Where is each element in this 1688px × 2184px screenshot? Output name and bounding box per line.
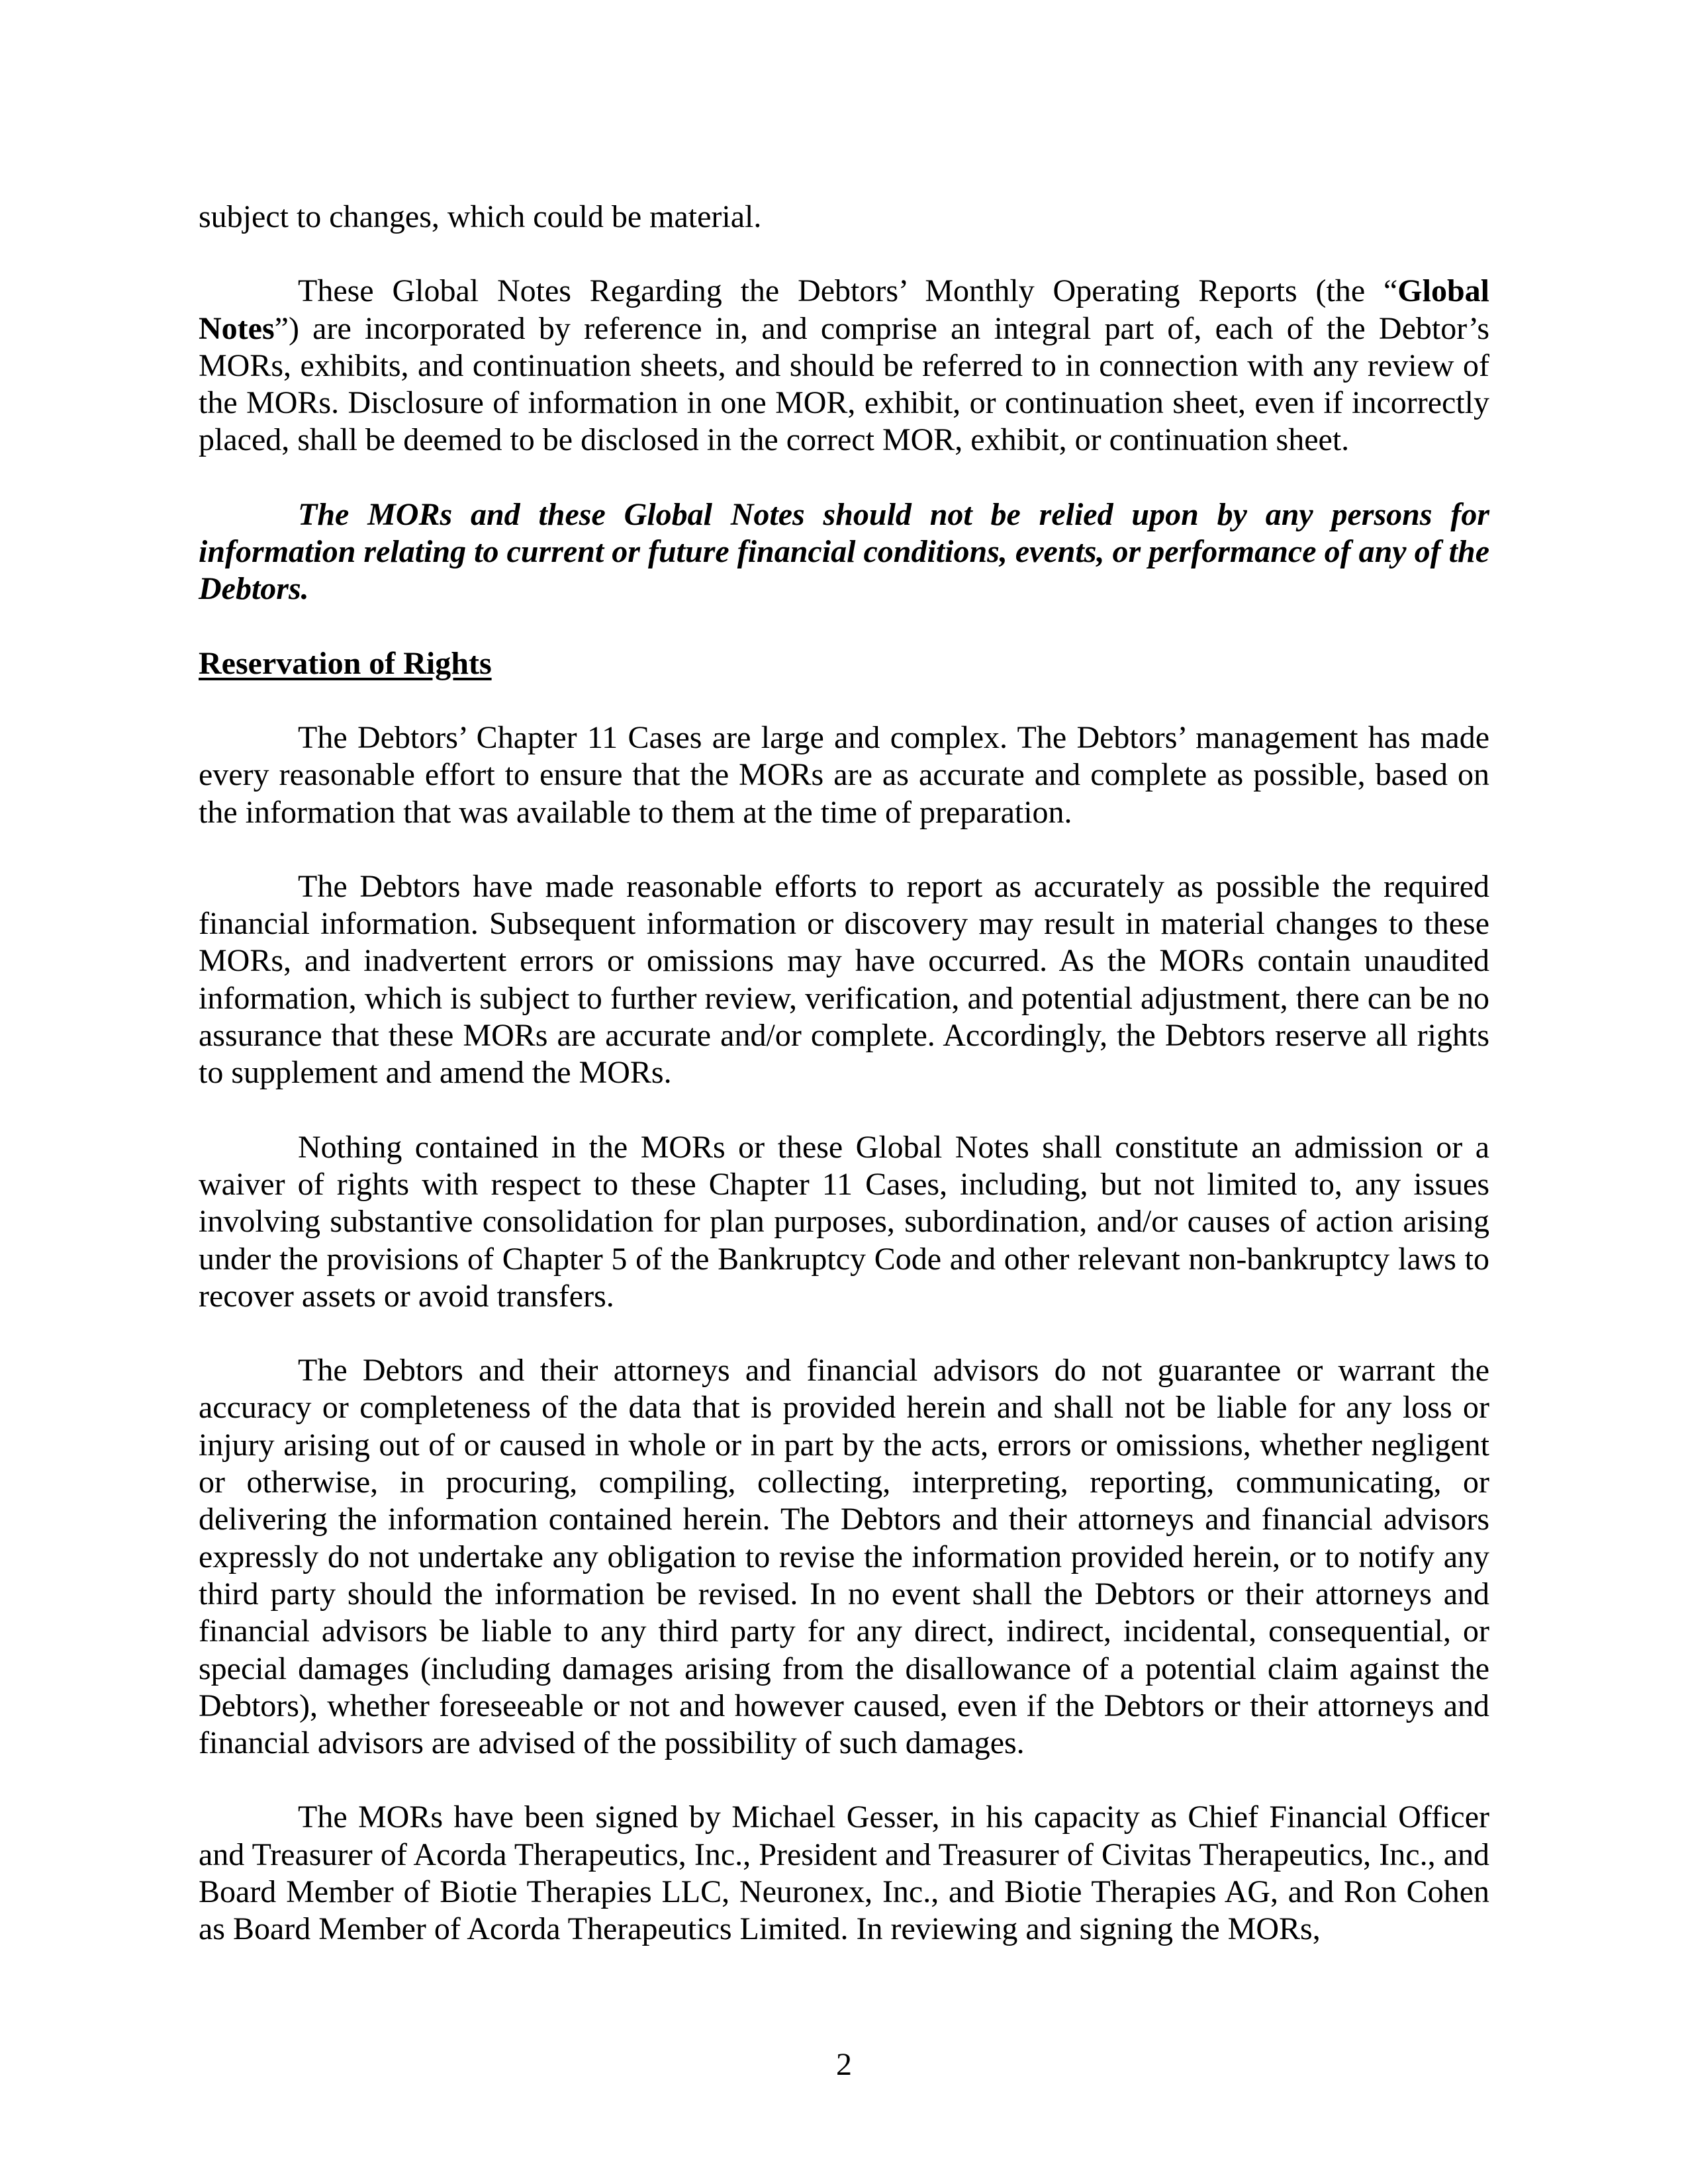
paragraph-global-notes	[199, 273, 1489, 459]
paragraph-large-and-complex: The Debtors’ Chapter 11 Cases are large and complex. The Debtors’ management has made every reasonable effort to ensure that the MORs are as accurate and complete as possible, based on the information that was available to them at the time of preparation.	[199, 719, 1489, 830]
paragraph-reasonable-efforts: The Debtors have made reasonable efforts to report as accurately as possible the required financial information. Subsequent information or discovery may result in material changes to these MORs, and inadvertent errors or omissions may have occurred. As the MORs contain unaudited information, which is subject to further review, verification, and potential adjustment, there can be no assurance that these MORs are accurate and/or complete. Accordingly, the Debtors reserve all rights to supplement and amend the MORs.	[199, 868, 1489, 1091]
document-body	[199, 199, 1489, 1985]
paragraph-signed-by: The MORs have been signed by Michael Gesser, in his capacity as Chief Financial Officer and Treasurer of Acorda Therapeutics, Inc., President and Treasurer of Civitas Therapeutics, Inc., and Board Member of Biotie Therapies LLC, Neuronex, Inc., and Biotie Therapies AG, and Ron Cohen as Board Member of Acorda Therapeutics Limited. In reviewing and signing the MORs,	[199, 1799, 1489, 1947]
page-number: 2	[836, 2047, 852, 2082]
paragraph-disclaimer: The MORs and these Global Notes should not be relied upon by any persons for information relating to current or future financial conditions, events, or performance of any of the Debtors.	[199, 496, 1489, 607]
paragraph-opening: subject to changes, which could be material.	[199, 199, 762, 234]
paragraph-no-guarantee: The Debtors and their attorneys and financial advisors do not guarantee or warrant the accuracy or completeness of the data that is provided herein and shall not be liable for any loss or injury arising out of or caused in whole or in part by the acts, errors or omissions, whether negligent or otherwise, in procuring, compiling, collecting, interpreting, reporting, communicating, or delivering the information contained herein. The Debtors and their attorneys and financial advisors expressly do not undertake any obligation to revise the information provided herein, or to notify any third party should the information be revised. In no event shall the Debtors or their attorneys and financial advisors be liable to any third party for any direct, indirect, incidental, consequential, or special damages (including damages arising from the disallowance of a potential claim against the Debtors), whether foreseeable or not and however caused, even if the Debtors or their attorneys and financial advisors are advised of the possibility of such damages.	[199, 1353, 1489, 1761]
paragraph-no-admission: Nothing contained in the MORs or these Global Notes shall constitute an admission or a waiver of rights with respect to these Chapter 11 Cases, including, but not limited to, any issues involving substantive consolidation for plan purposes, subordination, and/or causes of action arising under the provisions of Chapter 5 of the Bankruptcy Code and other relevant non-bankruptcy laws to recover assets or avoid transfers.	[199, 1129, 1489, 1314]
global-notes-text-before: These Global Notes Regarding the Debtors’ Monthly Operating Reports (the “	[298, 273, 1398, 309]
global-notes-text-after: ”) are incorporated by reference in, and comprise an integral part of, each of the Debtor’s MORs, exhibits, and continuation sheets, and should be referred to in connection with any review of the MORs. Disclosure of information in one MOR, exhibit, or continuation sheet, even if incorrectly placed, shall be deemed to be disclosed in the correct MOR, exhibit, or continuation sheet.	[199, 310, 1489, 458]
section-heading-reservation-of-rights: Reservation of Rights	[199, 645, 492, 681]
global-notes-defined-term: Global Notes	[199, 273, 1489, 346]
